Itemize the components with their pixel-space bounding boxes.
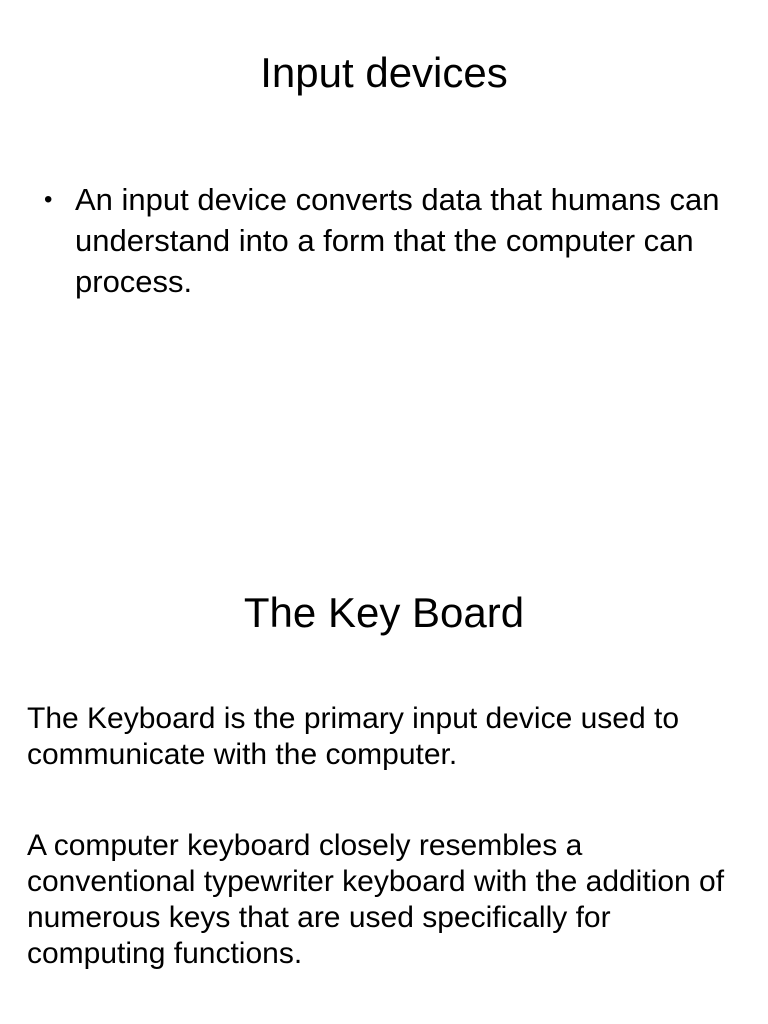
slide-title: The Key Board: [243, 589, 525, 636]
bullet-list: [44, 179, 744, 302]
bullet-item: [44, 179, 744, 302]
paragraph: A computer keyboard closely resembles a conventional typewriter keyboard with the addition of numerous keys that are used specifically for computing functions.: [27, 829, 725, 970]
bullet-text: An input device converts data that humans can understand into a form that the computer can process.: [75, 182, 720, 299]
paragraph: The Keyboard is the primary input device used to communicate with the computer.: [27, 702, 680, 771]
bullet-icon: •: [44, 186, 53, 213]
slide-keyboard: [0, 512, 768, 1024]
slide-title: Input devices: [260, 49, 508, 96]
